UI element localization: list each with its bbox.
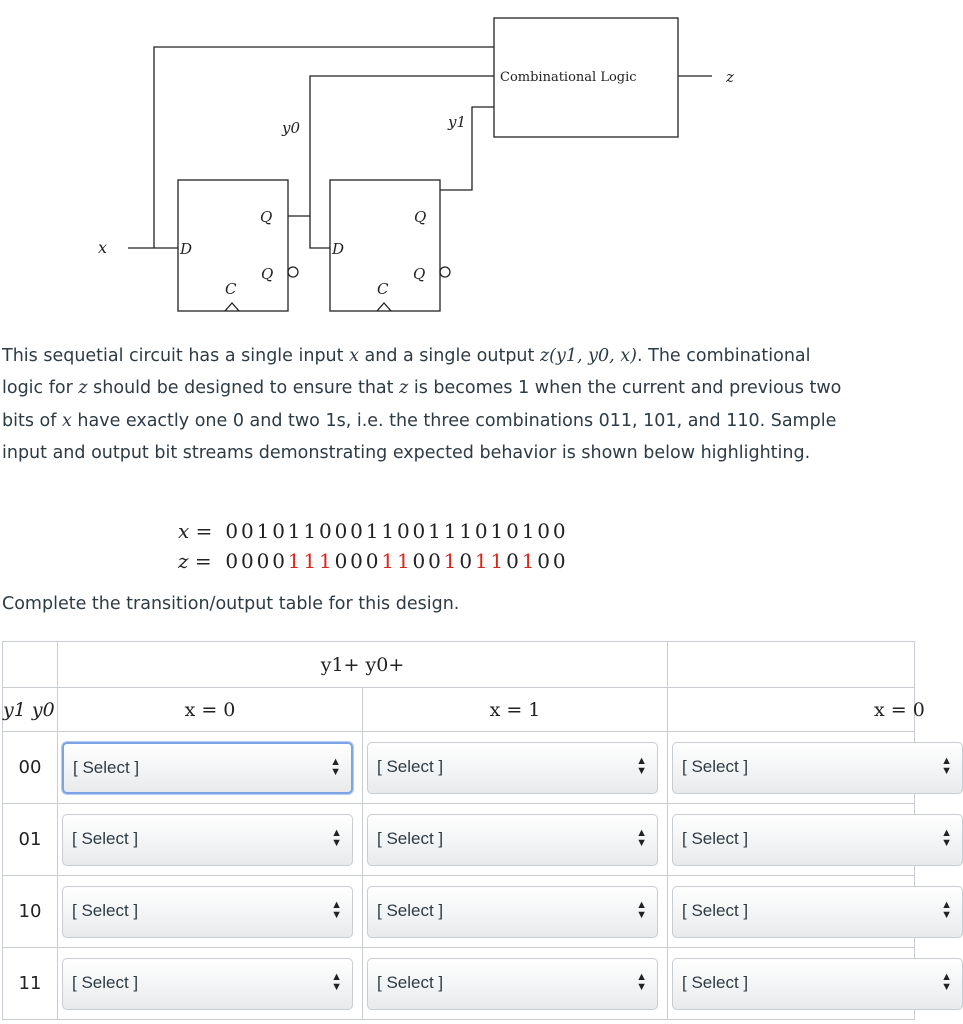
ff1-d-label: D [180,240,193,258]
state-header: y1 y0 [3,688,58,732]
x-bit: 1 [428,519,441,543]
select-arrows-icon: ▲ ▼ [331,970,342,993]
ff2-qbar-label: Q [413,265,426,283]
x-bit: 1 [287,519,301,543]
input-x-label: x [98,238,108,257]
x-bit: 0 [537,519,551,543]
select-arrows-icon: ▲ ▼ [941,754,952,777]
combinational-logic-label: Combinational Logic [500,70,637,85]
select-arrows-icon: ▲ ▼ [331,898,342,921]
x-bit: 0 [396,519,410,543]
answer-select[interactable] [367,886,658,938]
select-arrows-icon: ▲ ▼ [636,754,647,777]
math-z: z [399,378,409,399]
select-value: [ Select ] [682,828,749,848]
z-bit: 0 [459,549,473,573]
next-state-header: y1+ y0+ [58,642,668,688]
answer-select[interactable] [62,814,353,866]
z-stream [178,546,567,576]
z-bits [224,549,567,573]
select-arrows-icon: ▲ ▼ [941,826,952,849]
answer-cell [668,948,952,1020]
bit-streams [178,516,567,576]
transition-table-container [2,641,952,1024]
state-cell: 11 [3,948,58,1020]
z-bit-highlighted: 1 [490,549,504,573]
answer-select[interactable] [367,958,658,1010]
table-row [3,876,915,948]
desc-part: . The combinational logic for [2,346,811,399]
answer-cell [58,948,363,1020]
ff2-d-label: D [332,240,345,258]
x-bits [224,519,567,543]
answer-cell [58,876,363,948]
state-cell: 10 [3,876,58,948]
ff1-qbar-label: Q [261,265,274,283]
select-value: [ Select ] [377,972,444,992]
x-stream [178,516,567,546]
circuit-diagram [0,0,846,330]
col-header-x0-output-text: x = 0 [874,698,925,721]
z-bit: 0 [428,549,441,573]
y0-label: y0 [282,119,301,137]
x-bit: 0 [318,519,332,543]
x-bit: 0 [474,519,488,543]
corner-cell [3,642,58,688]
select-arrows-icon: ▲ ▼ [636,970,647,993]
z-bit: 0 [241,549,254,573]
select-value: [ Select ] [377,828,444,848]
z-bit: 0 [334,549,348,573]
z-bit: 0 [225,549,239,573]
answer-cell [363,732,668,804]
answer-select[interactable] [672,814,963,866]
desc-part: have exactly one 0 and two 1s, i.e. the three combinations 011, 101, and 110. Sample input and output bit streams demonstrating expected behavior is shown below highlighting. [2,410,837,464]
select-arrows-icon: ▲ ▼ [331,826,342,849]
select-arrows-icon: ▲ ▼ [636,826,647,849]
select-arrows-icon: ▲ ▼ [636,898,647,921]
z-bit-highlighted: 1 [303,549,317,573]
ff2-q-label: Q [414,208,427,226]
ff1-q-label: Q [260,208,273,226]
x-bit: 0 [506,519,519,543]
table-row [3,948,915,1020]
select-value: [ Select ] [682,900,749,920]
ff2-clock-label: C [377,280,389,298]
z-stream-label: z = [178,549,212,573]
answer-cell [668,732,952,804]
z-bit-highlighted: 1 [521,549,535,573]
answer-select[interactable] [367,814,658,866]
table-row [3,804,915,876]
math-x: x [349,346,359,366]
ff1-clock-label: C [225,280,237,298]
answer-cell [363,804,668,876]
select-value: [ Select ] [72,828,139,848]
desc-part: and a single output [358,346,540,366]
select-value: [ Select ] [377,900,444,920]
answer-select[interactable] [62,886,353,938]
x-bit: 1 [381,519,395,543]
z-bit-highlighted: 1 [474,549,488,573]
x-bit: 1 [365,519,379,543]
state-cell: 01 [3,804,58,876]
answer-cell [668,876,952,948]
col-header-x0: x = 0 [58,688,363,732]
z-bit: 0 [272,549,285,573]
transition-output-table [2,641,952,1020]
math-z: z [78,378,88,399]
x-bit: 0 [241,519,254,543]
select-arrows-icon: ▲ ▼ [941,898,952,921]
select-value: [ Select ] [72,900,139,920]
x-bit: 1 [303,519,317,543]
math-z-function: z(y1, y0, x) [539,346,637,366]
z-bit-highlighted: 1 [318,549,332,573]
x-bit: 0 [552,519,566,543]
select-value: [ Select ] [73,757,140,777]
x-bit: 1 [459,519,473,543]
z-bit: 0 [365,549,379,573]
x-bit: 1 [490,519,504,543]
answer-cell [363,948,668,1020]
table-row [3,732,915,804]
z-bit: 0 [412,549,426,573]
z-bit: 0 [506,549,519,573]
z-bit: 0 [537,549,551,573]
col-header-x0-output [668,688,925,732]
problem-description [2,340,842,470]
answer-select[interactable] [672,958,963,1010]
z-bit-highlighted: 1 [287,549,301,573]
z-bit: 0 [350,549,363,573]
answer-cell [668,804,952,876]
z-bit: 0 [256,549,270,573]
y1-label: y1 [448,113,467,131]
instruction-text: Complete the transition/output table for this design. [2,594,460,614]
desc-part: is becomes 1 when the current and previous two bits of [2,378,842,431]
z-bit-highlighted: 1 [381,549,395,573]
col-header-x1: x = 1 [363,688,668,732]
desc-part: should be designed to ensure that [87,378,400,399]
x-bit: 1 [256,519,270,543]
select-arrows-icon: ▲ ▼ [941,970,952,993]
select-value: [ Select ] [682,972,749,992]
answer-select[interactable] [62,958,353,1010]
answer-select[interactable] [672,886,963,938]
select-value: [ Select ] [682,756,749,776]
answer-cell [58,732,363,804]
x-bit: 1 [443,519,457,543]
answer-cell [363,876,668,948]
answer-select[interactable] [62,742,353,794]
z-bit-highlighted: 1 [396,549,410,573]
x-bit: 0 [272,519,285,543]
select-arrows-icon: ▲ ▼ [330,755,341,778]
x-bit: 0 [334,519,348,543]
z-bit-highlighted: 1 [443,549,457,573]
x-bit: 0 [350,519,363,543]
x-bit: 1 [521,519,535,543]
extra-header-cell [668,642,915,688]
answer-select[interactable] [367,742,658,794]
desc-part: This sequetial circuit has a single input [2,346,350,366]
math-x: x [61,410,72,431]
output-z-label: z [726,68,734,86]
select-value: [ Select ] [377,756,444,776]
x-bit: 0 [225,519,239,543]
state-cell: 00 [3,732,58,804]
answer-cell [58,804,363,876]
select-value: [ Select ] [72,972,139,992]
answer-select[interactable] [672,742,963,794]
x-bit: 0 [412,519,426,543]
z-bit: 0 [552,549,566,573]
x-stream-label: x = [178,519,213,543]
